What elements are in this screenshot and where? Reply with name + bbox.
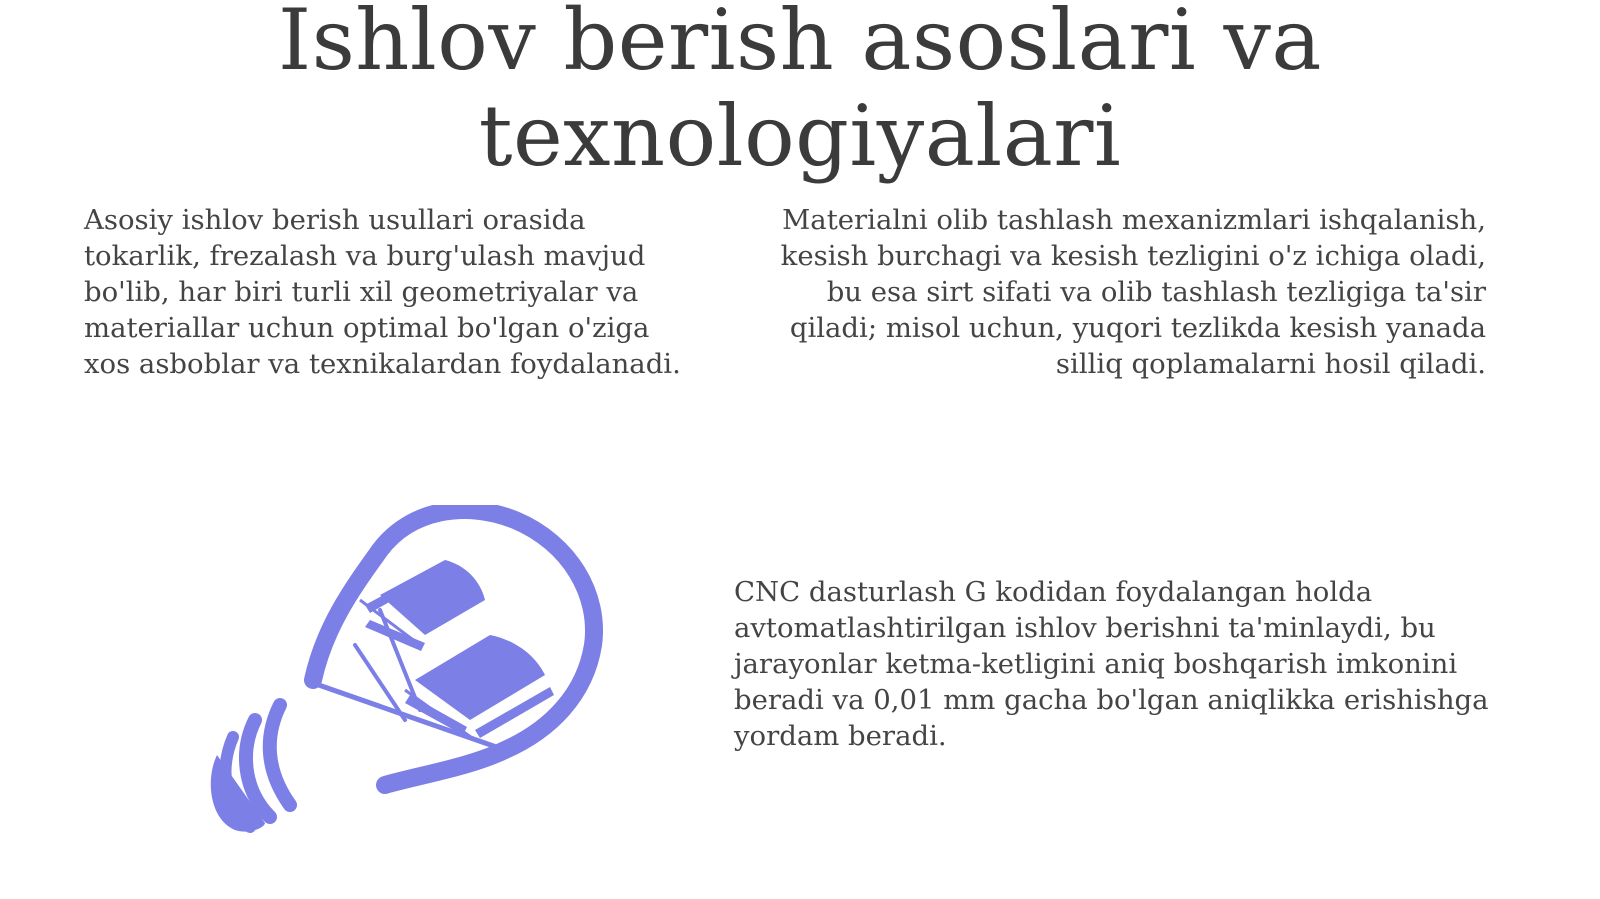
- paragraph-material-removal: Materialni olib tashlash mexanizmlari ishqalanish, kesish burchagi va kesish tezligini o'z ichiga oladi, bu esa sirt sifati va olib tashlash tezligiga ta'sir qiladi; misol uchun, yuqori tezlikda kesish yanada silliq qoplamalarni hosil qiladi.: [780, 204, 1486, 380]
- paragraph-machining-methods: Asosiy ishlov berish usullari orasida tokarlik, frezalash va burg'ulash mavjud bo'lib, har biri turli xil geometriyalar va materiallar uchun optimal bo'lgan o'ziga xos asboblar va texnikalardan foydalanadi.: [84, 204, 681, 380]
- lightbulb-book-icon: [205, 505, 625, 850]
- page-title: Ishlov berish asoslari va texnologiyalari: [278, 0, 1322, 185]
- paragraph-cnc-programming: CNC dasturlash G kodidan foydalangan holda avtomatlashtirilgan ishlov berishni ta'minlaydi, bu jarayonlar ketma-ketligini aniq boshqarish imkonini beradi va 0,01 mm gacha bo'lgan aniqlikka erishishga yordam beradi.: [734, 576, 1489, 752]
